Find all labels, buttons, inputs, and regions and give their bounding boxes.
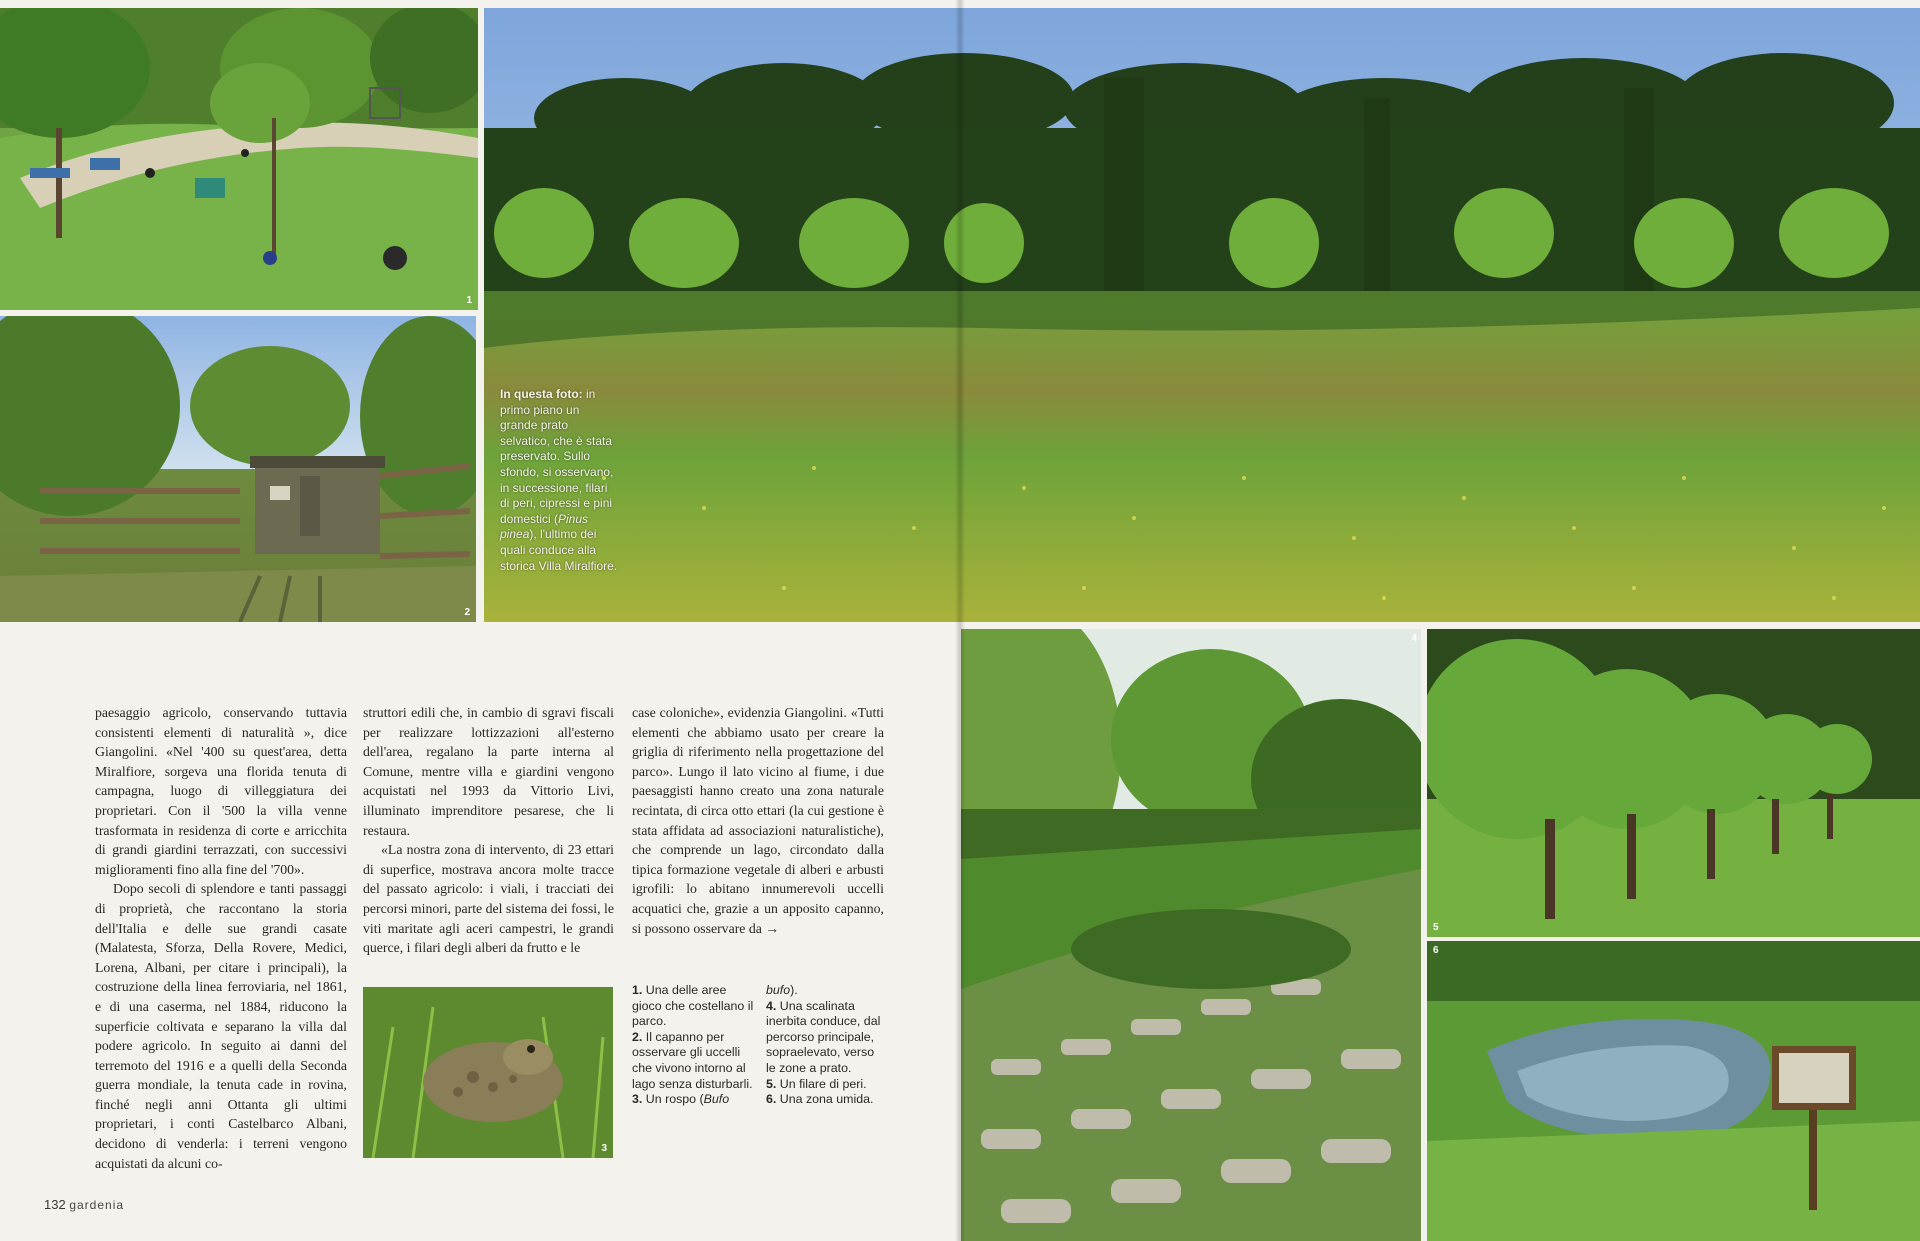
photo-number: 4 [1411,633,1417,644]
body-paragraph: struttori edili che, in cambio di sgravi fiscali per realizzare lottizzazioni all'esterno dell'area, regalano la parte interna al Comune, mentre villa e giardini vengono acquistati nel 1993 da Vittorio Livi, illuminato imprenditore pesarese, che li restaura. [363,705,614,838]
caption-4 [766,999,884,1077]
hero-caption-text-end: ), l'ultimo dei quali conduce alla storica Villa Miralfiore. [500,527,618,573]
body-column-1 [95,703,347,1173]
caption-6 [766,1092,884,1108]
hero-caption [500,387,618,574]
photo-number: 5 [1433,922,1439,933]
caption-number: 4. [766,998,777,1013]
hero-caption-text: in primo piano un grande prato selvatico, che è stata preservato. Sullo sfondo, si osservano, in successione, filari di peri, cipressi e pini domestici ( [500,387,614,526]
caption-text: ). [790,983,798,997]
caption-1 [632,983,754,1030]
caption-species: Bufo [703,1092,730,1107]
body-paragraph: paesaggio agricolo, conservando tuttavia consistenti elementi di naturalità », dice Giangolini. «Nel '400 su quest'area, detta Miralfiore, sorgeva una florida tenuta di campagna, luogo di villeggiatura dei proprietari. Con il '500 la villa venne trasformata in residenza di corte e arricchita di grandi giardini terrazzati, con successivi miglioramenti fino alla fine del '700». [95,705,347,877]
caption-number: 1. [632,983,643,997]
photo-number: 1 [466,295,472,306]
caption-text: Una scalinata inerbita conduce, dal percorso principale, sopraelevato, verso le zone a prato. [766,998,881,1075]
body-paragraph: Dopo secoli di splendore e tanti passaggi di proprietà, che raccontano la storia dell'Italia e delle sue grandi casate (Malatesta, Sforza, Della Rovere, Medici, Lorena, Albani, per citare i principali), la costruzione della linea ferroviaria, nel 1861, e di una caserma, nel 1884, riducono la superficie coltivata e separano la villa dal podere agricolo. In seguito ai danni del terremoto del 1916 e a quelli della Seconda guerra mondiale, la tenuta cade in rovina, finché negli anni Ottanta gli ultimi proprietari, i conti Castelbarco Albani, decidono di venderla: i terreni vengono acquistati da alcuni co- [95,881,347,1171]
pear-row-illustration [1427,629,1920,937]
caption-text: Un rospo ( [642,1092,704,1107]
wetland-illustration [1427,941,1920,1241]
page-folio [44,1197,124,1212]
captions-right [766,983,884,1108]
photo-number: 3 [601,1143,607,1154]
photo-bird-hut [0,316,476,622]
body-paragraph: «La nostra zona di intervento, di 23 ettari di superfice, mostrava ancora molte tracce del passato agricolo: i viali, i tracciati dei percorsi minori, parte del sistema dei fossi, le viti maritate agli aceri campestri, le grandi querce, i filari degli alberi da frutto e le [363,842,614,956]
caption-number: 3. [632,1092,643,1107]
caption-3 [632,1092,754,1108]
caption-5 [766,1077,884,1093]
caption-3-continued [766,983,884,999]
photo-number: 6 [1433,945,1439,956]
photo-toad [363,987,613,1158]
caption-text: Una delle aree gioco che costellano il parco. [632,983,754,1029]
photo-hero-meadow [484,8,1920,622]
photo-playground [0,8,478,310]
caption-2 [632,1030,754,1092]
caption-species: bufo [766,983,791,997]
body-column-3 [632,703,884,938]
caption-text: Il capanno per osservare gli uccelli che vivono intorno al lago senza disturbarli. [632,1029,753,1091]
page-number: 132 [44,1197,66,1212]
hero-caption-lead: In questa foto: [500,387,583,401]
caption-text: Una zona umida. [776,1092,874,1107]
caption-number: 6. [766,1092,777,1107]
caption-text: Un filare di peri. [776,1076,867,1091]
photo-grass-steps [961,629,1421,1241]
toad-illustration [363,987,613,1158]
hut-illustration [0,316,476,622]
playground-illustration [0,8,478,310]
spread-gutter [955,0,965,1241]
photo-pear-row [1427,629,1920,937]
steps-illustration [961,629,1421,1241]
captions-left [632,983,754,1108]
body-paragraph: case coloniche», evidenzia Giangolini. «Tutti elementi che abbiamo usato per creare la griglia di riferimento nella progettazione del parco». Lungo il lato vicino al fiume, i due paesaggisti hanno creato una zona naturale recintata, di circa otto ettari (la cui gestione è stata affidata ad associazioni naturalistiche), che comprende un lago, circondato dalla tipica formazione vegetale di alberi e arbusti igrofili: lo abitano innumerevoli uccelli acquatici che, grazie a un apposito capanno, si possono osservare da → [632,705,884,936]
photo-number: 2 [464,607,470,618]
body-column-2 [363,703,614,958]
meadow-illustration [484,8,1920,622]
hero-caption-species: Pinus pinea [500,511,589,542]
magazine-name: gardenia [69,1198,125,1212]
caption-number: 2. [632,1029,643,1044]
photo-wetland [1427,941,1920,1241]
caption-number: 5. [766,1076,777,1091]
